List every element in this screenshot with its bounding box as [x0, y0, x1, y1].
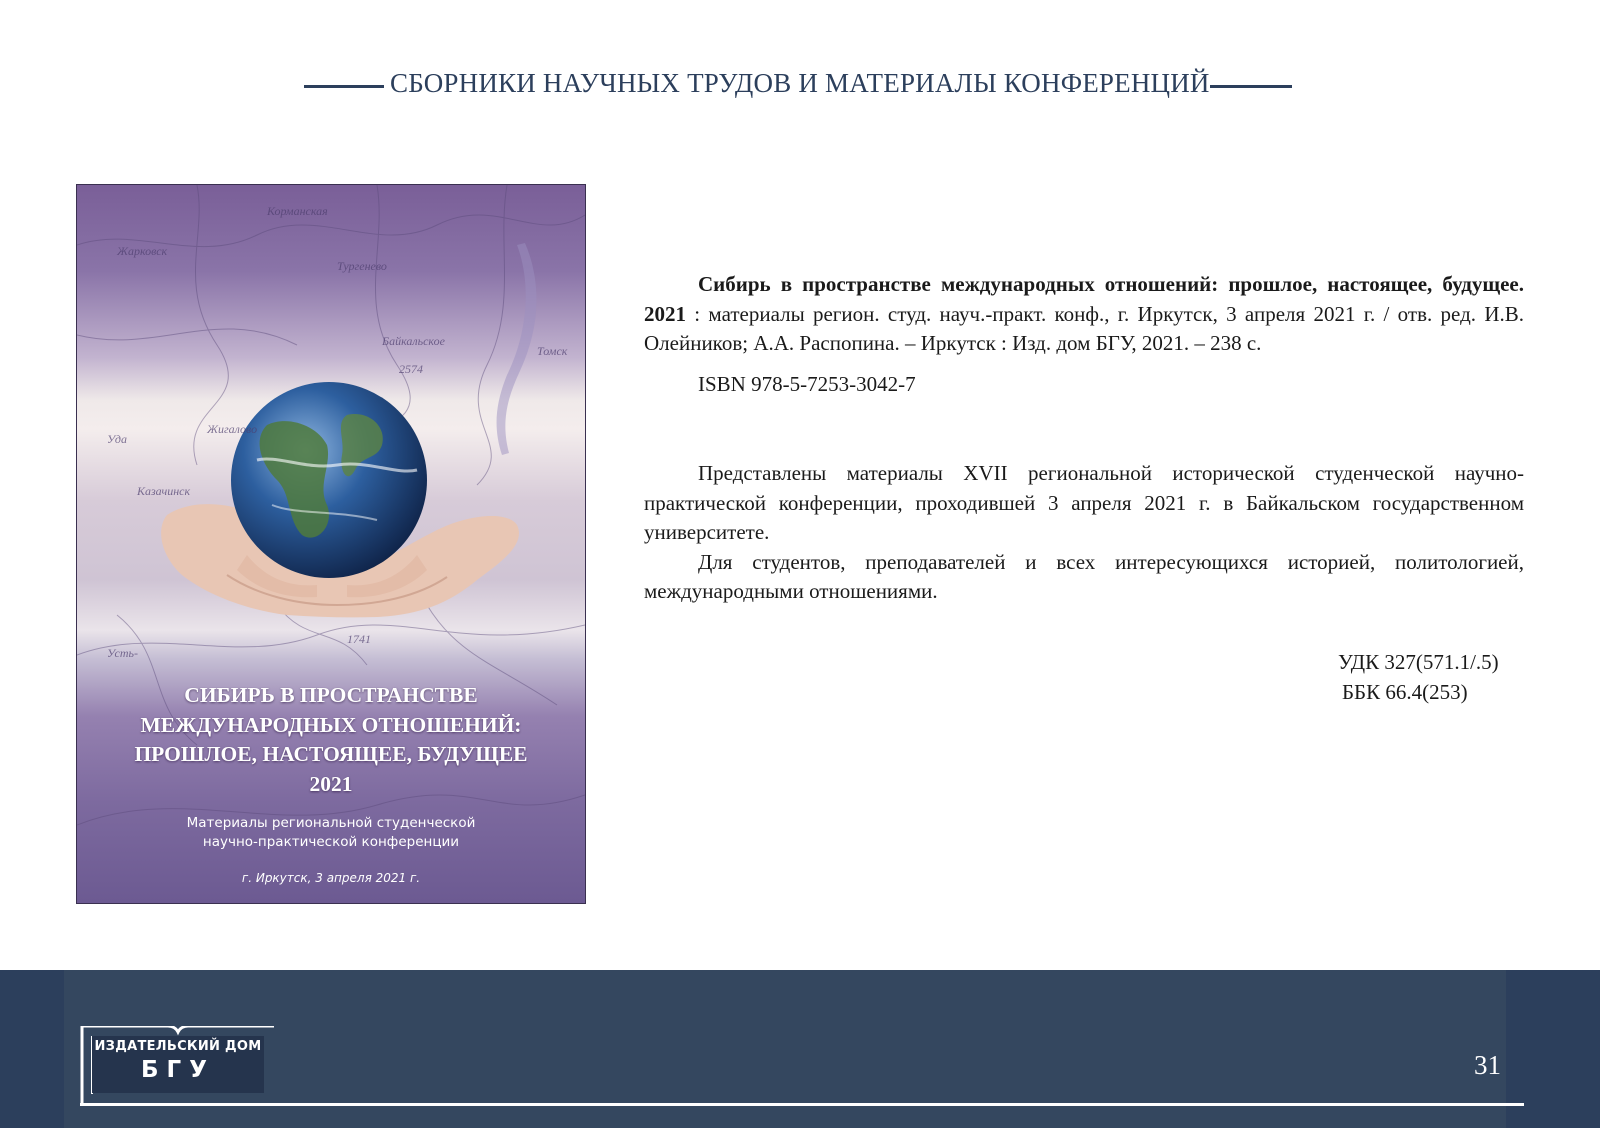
header-rule-right [1210, 85, 1292, 88]
logo-text-bgu: БГУ [141, 1057, 215, 1083]
cover-subtitle [77, 814, 585, 852]
map-label: Байкальское [382, 334, 445, 348]
map-label: Корманская [267, 204, 328, 218]
map-label: Усть- [107, 646, 138, 660]
cover-title [77, 681, 585, 799]
map-label: Жарковск [117, 244, 168, 258]
header-rule-left [304, 85, 384, 88]
map-label: 2574 [399, 362, 423, 376]
bbk-code: ББК 66.4(253) [1342, 679, 1468, 704]
book-cover-image [76, 184, 586, 904]
isbn: ISBN 978-5-7253-3042-7 [698, 372, 916, 396]
udk-code: УДК 327(571.1/.5) [1338, 650, 1499, 674]
annotation [644, 459, 1524, 607]
book-details: : материалы регион. студ. науч.-практ. конф., г. Иркутск, 3 апреля 2021 г. / отв. ред. И.В. Олейников; А.А. Распопина. – Иркутск : Изд. дом БГУ, 2021. – 238 с. [644, 301, 1524, 355]
map-label: 1741 [347, 632, 371, 646]
map-label: Тургенево [337, 259, 387, 273]
section-title: СБОРНИКИ НАУЧНЫХ ТРУДОВ И МАТЕРИАЛЫ КОНФЕРЕНЦИЙ [390, 68, 1210, 98]
classification-codes [1338, 648, 1499, 707]
footer-rule [80, 1103, 1524, 1106]
book-title: Сибирь в пространстве международных отношений: прошлое, настоящее, будущее. 2021 [644, 272, 1524, 326]
cover-title-line: ПРОШЛОЕ, НАСТОЯЩЕЕ, БУДУЩЕЕ [134, 742, 528, 766]
map-label: Томск [537, 344, 568, 358]
annotation-paragraph-2: Для студентов, преподавателей и всех интересующихся историей, политологией, международными отношениями. [644, 549, 1524, 603]
cover-title-line: 2021 [309, 771, 353, 796]
page-number: 31 [1474, 1050, 1501, 1080]
map-label: Казачинск [137, 484, 191, 498]
map-label: Жигалово [207, 422, 258, 436]
cover-subtitle-line: Материалы региональной студенческой [186, 815, 476, 831]
bibliographic-record [644, 270, 1524, 359]
map-label: Уда [107, 432, 127, 446]
cover-title-line: МЕЖДУНАРОДНЫХ ОТНОШЕНИЙ: [140, 712, 522, 737]
globe-icon [231, 382, 427, 578]
annotation-paragraph-1: Представлены материалы XVII региональной исторической студенческой научно-практической конференции, проходившей 3 апреля 2021 г. в Байкальском государственном университете. [644, 461, 1524, 544]
page-header [0, 68, 1600, 108]
bibliographic-description [644, 270, 1524, 359]
logo-text-publisher: ИЗДАТЕЛЬСКИЙ ДОМ [94, 1039, 262, 1054]
cover-place-date: г. Иркутск, 3 апреля 2021 г. [241, 871, 421, 885]
cover-title-line: СИБИРЬ В ПРОСТРАНСТВЕ [184, 683, 478, 707]
cover-subtitle-line: научно-практической конференции [202, 834, 460, 850]
lake-shape [497, 243, 537, 455]
